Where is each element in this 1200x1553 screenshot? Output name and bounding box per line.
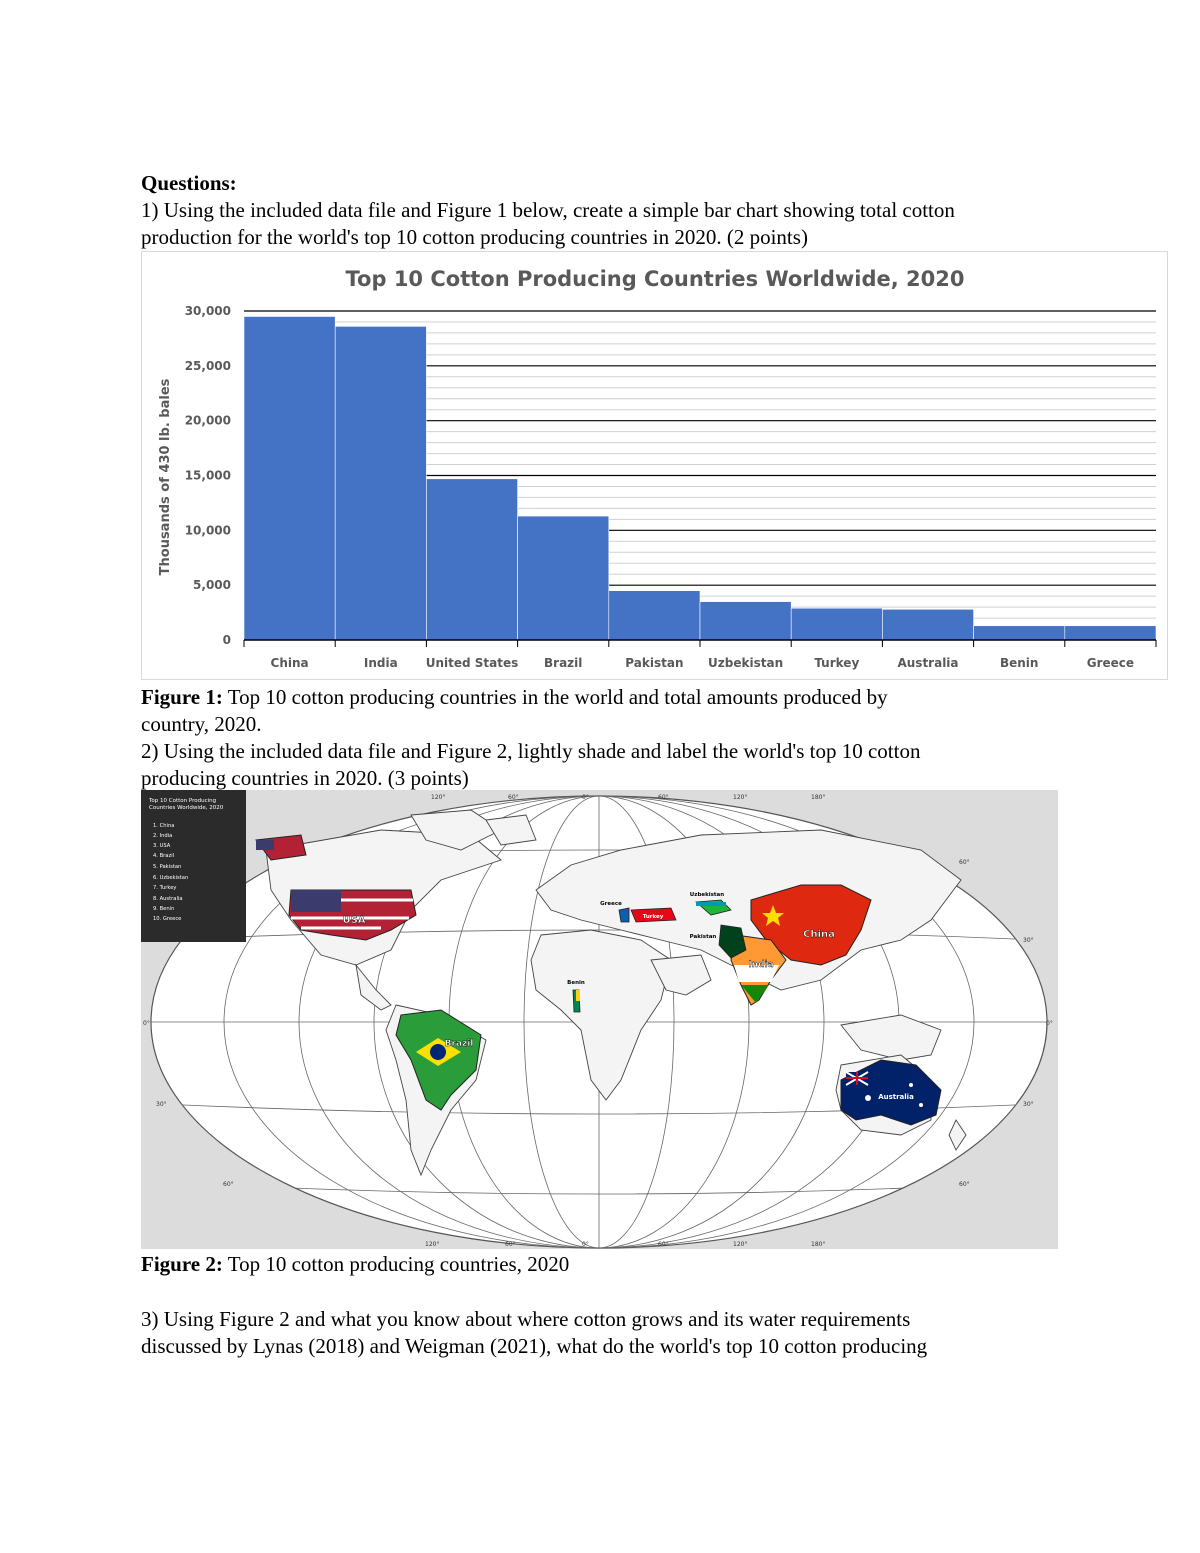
legend-item: 9. Benin <box>153 906 175 912</box>
label-greece: Greece <box>600 901 622 907</box>
chart-y-axis-label: Thousands of 430 lb. bales <box>158 378 173 576</box>
label-pakistan: Pakistan <box>689 934 717 940</box>
lon-label-top-4: 60° <box>658 794 669 801</box>
label-brazil: Brazil <box>444 1039 474 1049</box>
lon-label-top-3: 0° <box>582 794 589 801</box>
figure-1-label: Figure 1: <box>141 685 223 709</box>
bar-united-states <box>426 479 517 640</box>
figure-2-caption <box>141 1251 569 1278</box>
question-3-line-1: 3) Using Figure 2 and what you know about where cotton grows and its water requirements <box>141 1307 911 1331</box>
bar-chart-svg <box>142 252 1169 681</box>
question-2-line-2: producing countries in 2020. (3 points) <box>141 766 469 790</box>
map-legend-title: Top 10 Cotton Producing Countries Worldwide, 2020 <box>149 798 224 811</box>
bar-pakistan <box>609 591 700 640</box>
question-2-line-1: 2) Using the included data file and Figure 2, lightly shade and label the world's top 10 cotton <box>141 739 921 763</box>
chart-bars <box>244 316 1156 640</box>
label-australia: Australia <box>878 1093 914 1101</box>
figure-2-caption-text: Top 10 cotton producing countries, 2020 <box>222 1252 570 1276</box>
legend-item: 4. Brazil <box>153 853 175 859</box>
x-tick-label: Turkey <box>814 656 860 670</box>
x-tick-label: Greece <box>1086 656 1135 670</box>
y-tick-label: 5,000 <box>193 578 231 593</box>
legend-item: 3. USA <box>153 843 171 849</box>
lat-label-s60-left: 60° <box>223 1181 234 1188</box>
figure-2-label: Figure 2: <box>141 1252 223 1276</box>
legend-item: 10. Greece <box>153 916 182 922</box>
label-uzbekistan: Uzbekistan <box>689 892 725 898</box>
bar-greece <box>1065 626 1156 640</box>
bar-benin <box>974 626 1065 640</box>
legend-item: 6. Uzbekistan <box>153 875 189 881</box>
lat-label-s30-right: 30° <box>1023 1101 1034 1108</box>
question-1-line-1: 1) Using the included data file and Figure 1 below, create a simple bar chart showing total cotton <box>141 198 955 222</box>
lon-label-bottom-2: 60° <box>505 1241 516 1248</box>
x-tick-label: China <box>270 656 309 670</box>
y-tick-label: 10,000 <box>184 523 231 538</box>
legend-item: 2. India <box>153 833 173 839</box>
chart-axes <box>244 640 1156 647</box>
chart-x-ticks <box>271 656 1135 670</box>
legend-item: 5. Pakistan <box>153 864 182 870</box>
x-tick-label: Pakistan <box>625 656 684 670</box>
figure-1-caption-text: Top 10 cotton producing countries in the world and total amounts produced by <box>222 685 888 709</box>
label-india: India <box>748 960 774 970</box>
lat-label-eq-right: 0° <box>1046 1020 1053 1027</box>
figure-1-chart <box>141 251 1168 680</box>
lon-label-bottom-1: 120° <box>425 1241 440 1248</box>
figure-1-caption-cont: country, 2020. <box>141 712 262 736</box>
world-map-svg <box>141 790 1058 1249</box>
lon-label-top-5: 120° <box>733 794 748 801</box>
y-tick-label: 30,000 <box>184 304 231 318</box>
bar-india <box>335 326 426 640</box>
y-tick-label: 15,000 <box>184 468 231 483</box>
bar-uzbekistan <box>700 602 791 640</box>
x-tick-label: India <box>363 656 398 670</box>
country-greece-shape <box>619 908 629 922</box>
x-tick-label: Brazil <box>544 656 583 670</box>
x-tick-label: United States <box>425 656 519 670</box>
x-tick-label: Benin <box>999 656 1039 670</box>
questions-heading: Questions: <box>141 171 237 195</box>
lon-label-bottom-5: 120° <box>733 1241 748 1248</box>
lat-label-n60: 60° <box>959 859 970 866</box>
lon-label-top-1: 120° <box>431 794 446 801</box>
chart-title: Top 10 Cotton Producing Countries Worldwide, 2020 <box>345 267 965 291</box>
lat-label-s30-left: 30° <box>156 1101 167 1108</box>
lon-label-top-2: 60° <box>508 794 519 801</box>
x-tick-label: Uzbekistan <box>708 656 784 670</box>
label-usa: USA <box>342 915 366 926</box>
figure-1-caption <box>141 684 888 711</box>
legend-item: 7. Turkey <box>153 885 177 891</box>
label-benin: Benin <box>567 980 585 986</box>
label-turkey: Turkey <box>642 914 664 920</box>
question-1-line-2: production for the world's top 10 cotton producing countries in 2020. (2 points) <box>141 225 808 249</box>
chart-y-ticks <box>185 304 231 647</box>
legend-item: 1. China <box>153 823 175 829</box>
lon-label-bottom-4: 60° <box>658 1241 669 1248</box>
y-tick-label: 25,000 <box>184 358 231 373</box>
map-legend <box>141 790 246 942</box>
x-tick-label: Australia <box>897 656 959 670</box>
bar-brazil <box>518 516 609 640</box>
y-tick-label: 0 <box>222 633 231 647</box>
lat-label-n30: 30° <box>1023 937 1034 944</box>
lon-label-bottom-6: 180° <box>811 1241 826 1248</box>
lon-label-top-6: 180° <box>811 794 826 801</box>
question-3-line-2: discussed by Lynas (2018) and Weigman (2021), what do the world's top 10 cotton producing <box>141 1334 928 1358</box>
bar-turkey <box>791 608 882 640</box>
bar-china <box>244 316 335 640</box>
lat-label-eq-left: 0° <box>143 1020 150 1027</box>
country-benin-shape <box>573 990 580 1012</box>
y-tick-label: 20,000 <box>184 413 231 428</box>
lat-label-s60-right: 60° <box>959 1181 970 1188</box>
legend-item: 8. Australia <box>153 896 183 902</box>
bar-australia <box>882 609 973 640</box>
lon-label-bottom-3: 0° <box>582 1241 589 1248</box>
label-china: China <box>803 929 835 940</box>
figure-2-map <box>141 790 1058 1249</box>
